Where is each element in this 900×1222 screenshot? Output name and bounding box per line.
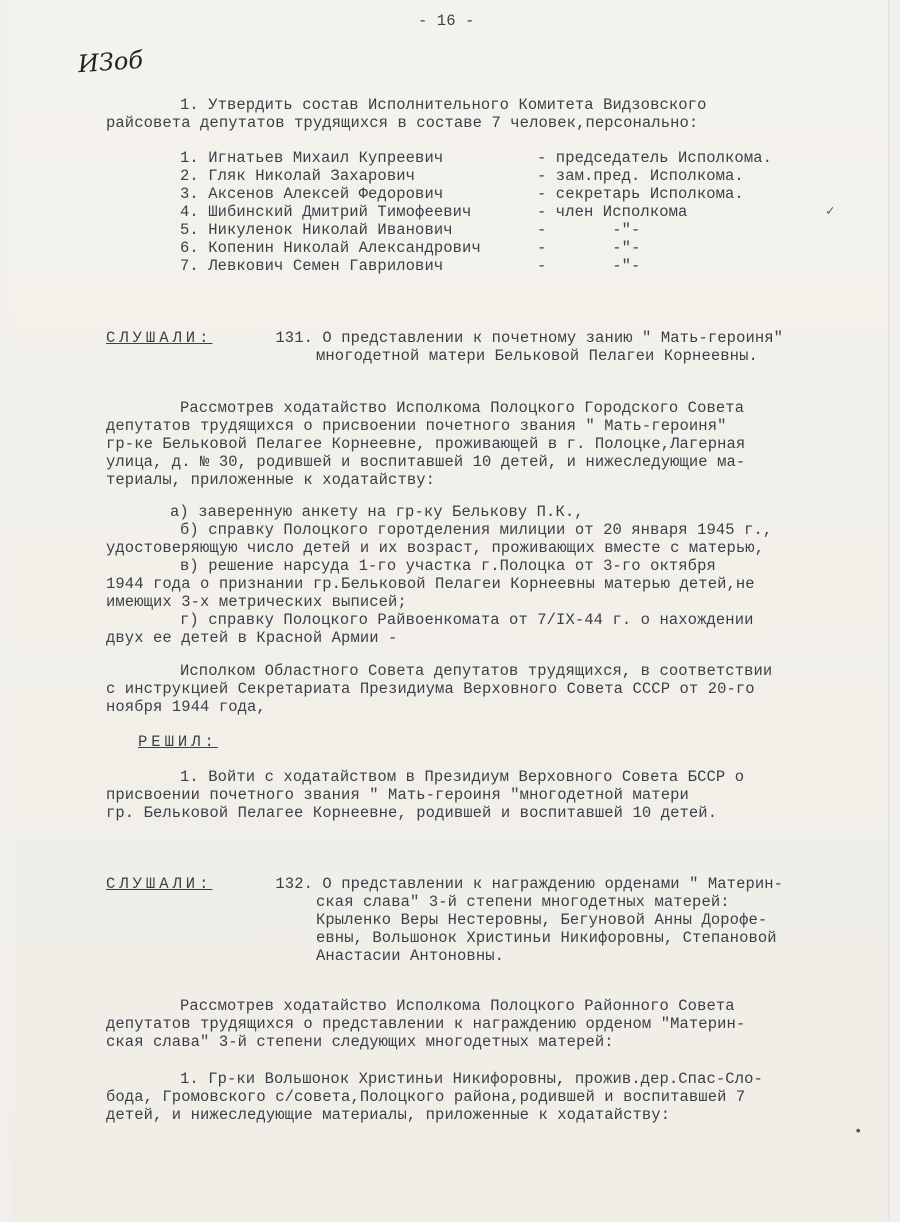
- member-name: 1. Игнатьев Михаил Купреевич: [180, 149, 444, 167]
- material-line: 1944 года о признании гр.Бельковой Пелагеи Корнеевны матерью детей,не: [106, 575, 755, 593]
- member-role: - член Исполкома: [537, 203, 688, 221]
- member-role: - -"-: [537, 257, 641, 275]
- heard-label: СЛУШАЛИ:: [106, 329, 213, 347]
- body-line: детей, и нижеследующие материалы, приложенные к ходатайству:: [106, 1106, 671, 1124]
- body-line: Исполком Областного Совета депутатов трудящихся, в соответствии: [180, 662, 773, 680]
- body-line: ская слава" 3-й степени следующих многодетных матерей:: [106, 1033, 614, 1051]
- member-name: 7. Левкович Семен Гаврилович: [180, 257, 444, 275]
- material-line: двух ее детей в Красной Армии -: [106, 629, 398, 647]
- material-line: г) справку Полоцкого Райвоенкомата от 7/IX-44 г. о нахождении: [180, 611, 754, 629]
- body-line: Рассмотрев ходатайство Исполкома Полоцкого Районного Совета: [180, 997, 735, 1015]
- decided-label: РЕШИЛ:: [138, 733, 218, 751]
- decided-line: 1. Войти с ходатайством в Президиум Верховного Совета БССР о: [180, 768, 745, 786]
- member-name: 3. Аксенов Алексей Федорович: [180, 185, 444, 203]
- decision-intro-line: 1. Утвердить состав Исполнительного Комитета Видзовского: [180, 96, 707, 114]
- member-role: - зам.пред. Исполкома.: [537, 167, 744, 185]
- heard-label: СЛУШАЛИ:: [106, 875, 213, 893]
- handwritten-note: ИЗоб: [77, 45, 144, 79]
- heard-item-line: 132. О представлении к награждению орденами " Материн-: [266, 875, 784, 893]
- heard-item-line: 131. О представлении к почетному занию " Мать-героиня": [266, 329, 784, 347]
- member-name: 6. Копенин Николай Александрович: [180, 239, 481, 257]
- decided-line: присвоении почетного звания " Мать-героиня "многодетной матери: [106, 786, 689, 804]
- material-line: б) справку Полоцкого горотделения милиции от 20 января 1945 г.,: [180, 521, 773, 539]
- decided-line: гр. Бельковой Пелагее Корнеевне, родившей и воспитавшей 10 детей.: [106, 804, 718, 822]
- material-line: имеющих 3-х метрических выписей;: [106, 593, 407, 611]
- member-role: - -"-: [537, 221, 641, 239]
- member-role: - -"-: [537, 239, 641, 257]
- body-line: бода, Громовского с/совета,Полоцкого района,родившей и воспитавшей 7: [106, 1088, 746, 1106]
- body-line: ноября 1944 года,: [106, 698, 266, 716]
- heard-item-line: евны, Вольшонок Христиньи Никифоровны, Степановой: [316, 929, 777, 947]
- material-line: удостоверяющую число детей и их возраст, проживающих вместе с матерью,: [106, 539, 765, 557]
- heard-item-line: многодетной матери Бельковой Пелагеи Корнеевны.: [316, 347, 758, 365]
- document-page: [10, 0, 888, 1222]
- material-line: а) заверенную анкету на гр-ку Белькову П.К.,: [170, 503, 584, 521]
- member-name: 5. Никуленок Николай Иванович: [180, 221, 453, 239]
- heard-item-line: ская слава" 3-й степени многодетных матерей:: [316, 893, 730, 911]
- body-line: депутатов трудящихся о присвоении почетного звания " Мать-героиня": [106, 417, 727, 435]
- body-line: улица, д. № 30, родившей и воспитавшей 10 детей, и нижеследующие ма-: [106, 453, 746, 471]
- ink-speck: ✓: [826, 204, 835, 220]
- heard-item-line: Анастасии Антоновны.: [316, 947, 505, 965]
- member-role: - председатель Исполкома.: [537, 149, 773, 167]
- decision-intro-line: райсовета депутатов трудящихся в составе 7 человек,персонально:: [106, 114, 699, 132]
- body-line: Рассмотрев ходатайство Исполкома Полоцкого Городского Совета: [180, 399, 745, 417]
- member-role: - секретарь Исполкома.: [537, 185, 744, 203]
- heard-item-line: Крыленко Веры Нестеровны, Бегуновой Анны Дорофе-: [316, 911, 768, 929]
- body-line: териалы, приложенные к ходатайству:: [106, 471, 436, 489]
- ink-speck: •: [854, 1124, 863, 1140]
- material-line: в) решение нарсуда 1-го участка г.Полоцка от 3-го октября: [180, 557, 716, 575]
- body-line: депутатов трудящихся о представлении к награждению орденом "Материн-: [106, 1015, 746, 1033]
- page-number: - 16 -: [418, 12, 475, 30]
- body-line: с инструкцией Секретариата Президиума Верховного Совета СССР от 20-го: [106, 680, 755, 698]
- body-line: гр-ке Бельковой Пелагее Корнеевне, проживающей в г. Полоцке,Лагерная: [106, 435, 746, 453]
- member-name: 4. Шибинский Дмитрий Тимофеевич: [180, 203, 472, 221]
- body-line: 1. Гр-ки Вольшонок Христиньи Никифоровны, прожив.дер.Спас-Сло-: [180, 1070, 763, 1088]
- member-name: 2. Гляк Николай Захарович: [180, 167, 416, 185]
